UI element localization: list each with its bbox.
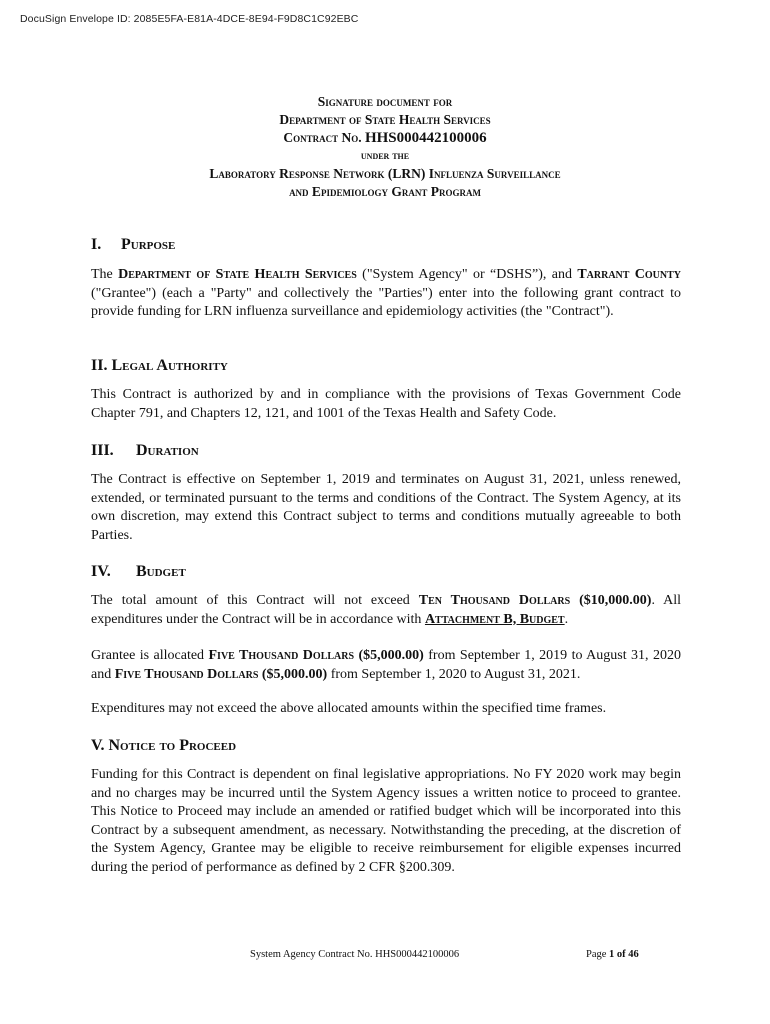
title-line-5: Laboratory Response Network (LRN) Influenza Surveillance: [209, 166, 561, 181]
allocation-amount-2: Five Thousand Dollars ($5,000.00): [114, 666, 328, 682]
budget-paragraph-3: Expenditures may not exceed the above allocated amounts within the specified time frames.: [91, 701, 607, 716]
section-heading-legal-authority: II. Legal Authority: [91, 357, 228, 374]
section-heading-duration: III. Duration: [91, 442, 199, 459]
legal-authority-paragraph: This Contract is authorized by and in compliance with the provisions of Texas Government Code Chapter 791, and Chapters 12, 121, and 1001 of the Texas Health and Safety Code.: [91, 387, 681, 421]
title-line-4: under the: [360, 150, 410, 162]
section-heading-budget: IV. Budget: [91, 563, 186, 580]
title-line-3: [0, 129, 770, 147]
allocation-amount-1: Five Thousand Dollars ($5,000.00): [208, 648, 424, 663]
contract-number: HHS000442100006: [364, 130, 487, 146]
docusign-envelope-id: DocuSign Envelope ID: 2085E5FA-E81A-4DCE-8E94-F9D8C1C92EBC: [20, 13, 359, 25]
section-heading-notice-to-proceed: V. Notice to Proceed: [91, 737, 237, 754]
agency-name: Department of State Health Services: [118, 267, 357, 282]
title-line-2: Department of State Health Services: [279, 112, 491, 127]
contract-no-label: Contract No.: [283, 130, 362, 145]
notice-to-proceed-paragraph: Funding for this Contract is dependent on final legislative appropriations. No FY 2020 work may begin and no charges may be incurred until the System Agency issues a written notice to proceed to grantee. This Notice to Proceed may include an amended or ratified budget which will be incorporated into this Contract by a subsequent amendment, as necessary. Notwithstanding the preceding, at the discretion of the System Agency, Grantee may be eligible to receive reimbursement for eligible expenses incurred during the period of performance as defined by 2 CFR §200.309.: [91, 767, 681, 875]
budget-paragraph-2: Grantee is allocated Five Thousand Dollars ($5,000.00) from September 1, 2019 to August 31, 2020 and Five Thousand Dollars ($5,000.00) from September 1, 2020 to August 31, 2021.: [91, 648, 681, 682]
purpose-paragraph: The Department of State Health Services ("System Agency" or “DSHS”), and Tarrant County ("Grantee") (each a "Party" and collectively the "Parties") enter into the following grant contract to provide funding for LRN influenza surveillance and epidemiology activities (the "Contract").: [91, 267, 682, 319]
section-heading-purpose: I. Purpose: [91, 236, 176, 253]
title-line-6: and Epidemiology Grant Program: [289, 184, 481, 199]
attachment-b-budget-link: Attachment B, Budget: [424, 611, 565, 627]
grantee-name: Tarrant County: [577, 267, 682, 282]
total-amount: Ten Thousand Dollars ($10,000.00): [418, 593, 652, 608]
budget-paragraph-1: The total amount of this Contract will not exceed Ten Thousand Dollars ($10,000.00). All expenditures under the Contract will be in accordance with Attachment B, Budget.: [91, 593, 681, 627]
title-line-1: Signature document for: [317, 94, 453, 109]
document-title: [0, 93, 770, 201]
page-number: Page 1 of 46: [586, 949, 639, 960]
footer-contract-number: System Agency Contract No. HHS000442100006: [250, 949, 460, 960]
duration-paragraph: The Contract is effective on September 1, 2019 and terminates on August 31, 2021, unless renewed, extended, or terminated pursuant to the terms and conditions of the Contract. The System Agency, at its own discretion, may extend this Contract subject to terms and conditions mutually agreeable to both Parties.: [91, 472, 681, 543]
